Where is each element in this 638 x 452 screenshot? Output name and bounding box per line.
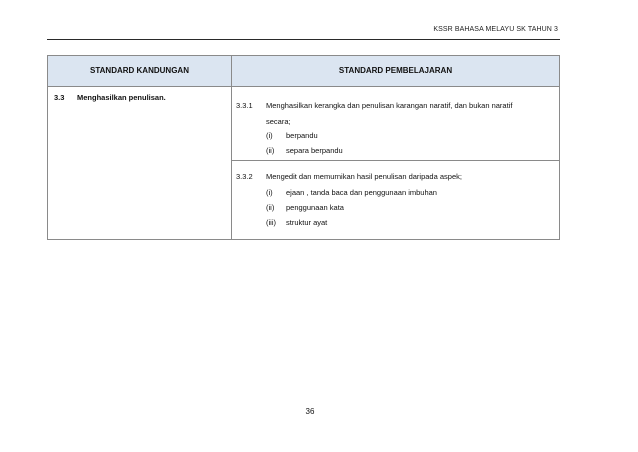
content-standard-number: 3.3	[54, 93, 65, 102]
column-heading-content-standard: STANDARD KANDUNGAN	[90, 66, 189, 75]
list-item-label: (ii)	[266, 203, 275, 212]
learning-standard-number: 3.3.1	[236, 101, 253, 110]
list-item-text: berpandu	[286, 131, 318, 140]
page-number: 36	[305, 407, 315, 416]
learning-standard-number: 3.3.2	[236, 172, 253, 181]
list-item-text: separa berpandu	[286, 146, 343, 155]
list-item-label: (i)	[266, 131, 273, 140]
learning-standard-text-continued: secara;	[266, 117, 291, 126]
list-item-text: penggunaan kata	[286, 203, 344, 212]
document-header-title: KSSR BAHASA MELAYU SK TAHUN 3	[433, 26, 558, 33]
learning-standard-text: Mengedit dan memurnikan hasil penulisan daripada aspek;	[266, 172, 462, 181]
table-header-row	[48, 56, 559, 87]
list-item-label: (ii)	[266, 146, 275, 155]
list-item-text: ejaan , tanda baca dan penggunaan imbuhan	[286, 188, 437, 197]
column-divider	[231, 56, 232, 239]
standards-table	[47, 55, 560, 240]
content-standard-title: Menghasilkan penulisan.	[77, 93, 166, 102]
column-heading-learning-standard: STANDARD PEMBELAJARAN	[338, 66, 453, 75]
learning-standard-text: Menghasilkan kerangka dan penulisan karangan naratif, dan bukan naratif	[266, 101, 513, 110]
row-divider	[232, 160, 559, 161]
list-item-label: (iii)	[266, 218, 276, 227]
header-rule	[47, 39, 560, 40]
list-item-text: struktur ayat	[286, 218, 328, 227]
list-item-label: (i)	[266, 188, 273, 197]
